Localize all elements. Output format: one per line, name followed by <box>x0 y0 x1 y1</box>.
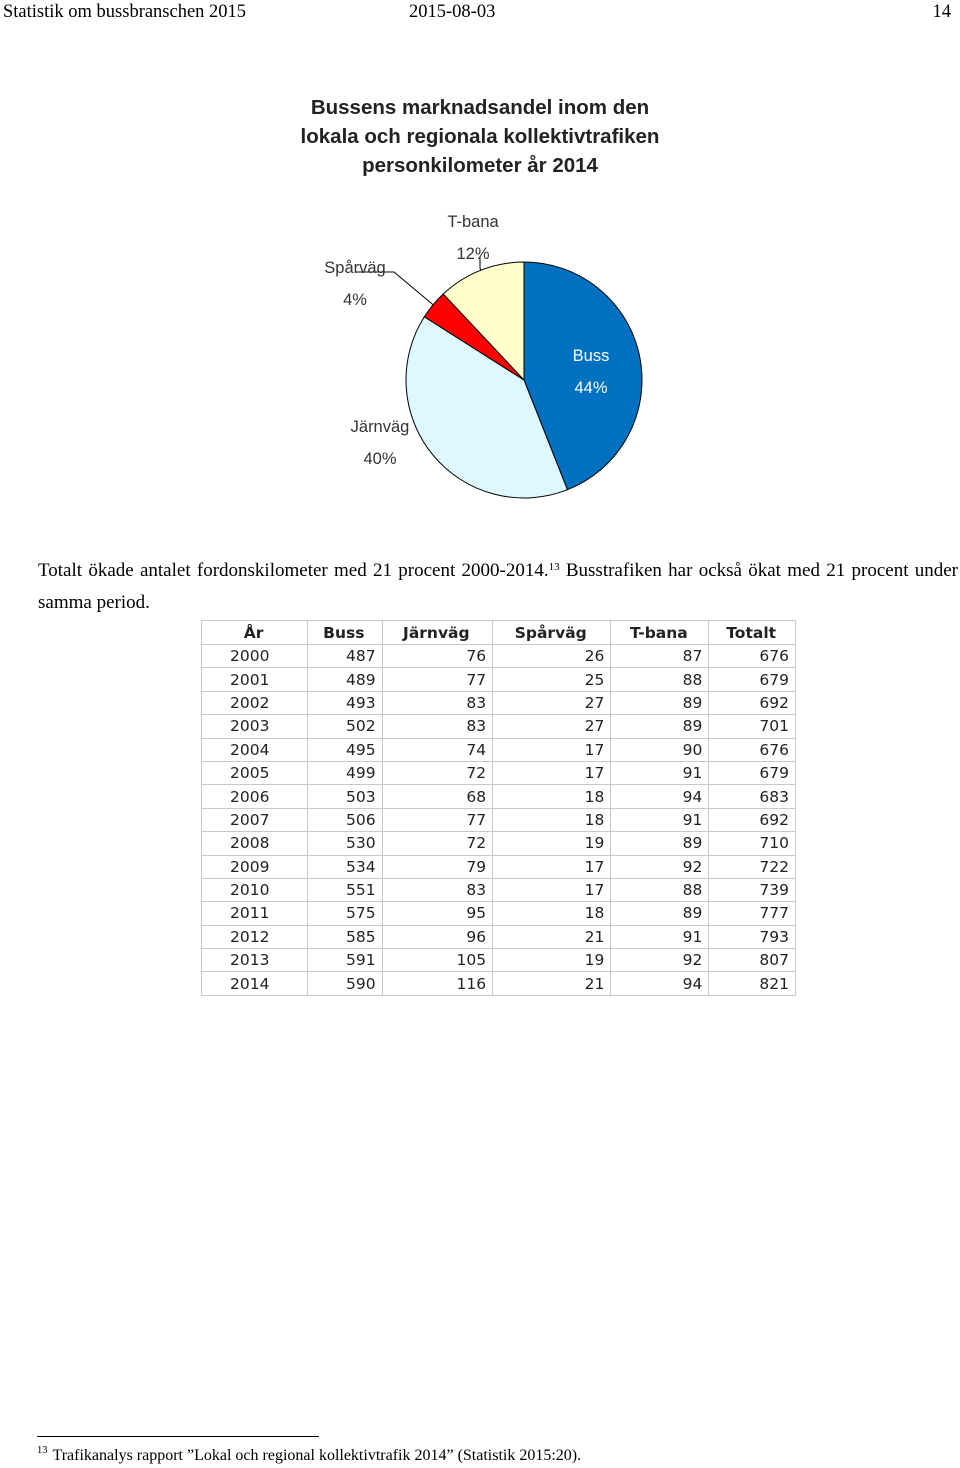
table-cell: 679 <box>709 761 796 784</box>
table-cell-year: 2008 <box>202 832 308 855</box>
pie-label-tbana-value: 12% <box>456 245 490 263</box>
table-cell: 487 <box>308 645 383 668</box>
table-cell: 88 <box>611 878 709 901</box>
table-cell: 495 <box>308 738 383 761</box>
table-row <box>202 645 796 668</box>
table-row <box>202 925 796 948</box>
table-cell: 25 <box>493 668 611 691</box>
table-cell: 96 <box>382 925 493 948</box>
table-cell: 676 <box>709 645 796 668</box>
table-cell: 21 <box>493 972 611 995</box>
table-cell: 87 <box>611 645 709 668</box>
body-paragraph <box>38 551 958 619</box>
table-cell: 692 <box>709 808 796 831</box>
table-row <box>202 668 796 691</box>
pie-label-tbana-name: T-bana <box>447 213 499 231</box>
table-row <box>202 785 796 808</box>
table-row <box>202 832 796 855</box>
table-cell: 83 <box>382 691 493 714</box>
table-row <box>202 878 796 901</box>
chart-title-line-2: lokala och regionala kollektivtrafiken <box>300 125 660 148</box>
table-cell: 19 <box>493 832 611 855</box>
table-cell-year: 2013 <box>202 949 308 972</box>
table-cell: 116 <box>382 972 493 995</box>
table-header-cell: Spårväg <box>493 621 611 645</box>
table-cell: 676 <box>709 738 796 761</box>
table-cell: 21 <box>493 925 611 948</box>
table-cell: 89 <box>611 715 709 738</box>
table-header-cell: Järnväg <box>382 621 493 645</box>
table-cell: 91 <box>611 925 709 948</box>
table-header-cell: T-bana <box>611 621 709 645</box>
table-cell-year: 2001 <box>202 668 308 691</box>
table-cell: 79 <box>382 855 493 878</box>
table-cell: 17 <box>493 855 611 878</box>
table-cell: 18 <box>493 902 611 925</box>
table-cell: 90 <box>611 738 709 761</box>
table-cell: 88 <box>611 668 709 691</box>
header-document-title: Statistik om bussbranschen 2015 <box>3 2 247 22</box>
table-cell: 72 <box>382 832 493 855</box>
table-cell: 575 <box>308 902 383 925</box>
table-cell: 76 <box>382 645 493 668</box>
table-cell: 502 <box>308 715 383 738</box>
table-cell-year: 2014 <box>202 972 308 995</box>
table-cell: 489 <box>308 668 383 691</box>
table-cell: 26 <box>493 645 611 668</box>
table-cell: 679 <box>709 668 796 691</box>
table-row <box>202 715 796 738</box>
table-cell-year: 2012 <box>202 925 308 948</box>
table-cell: 92 <box>611 949 709 972</box>
table-cell: 18 <box>493 785 611 808</box>
table-cell: 551 <box>308 878 383 901</box>
table-cell-year: 2005 <box>202 761 308 784</box>
table-cell: 722 <box>709 855 796 878</box>
table-cell: 534 <box>308 855 383 878</box>
table-cell: 91 <box>611 761 709 784</box>
table-cell-year: 2006 <box>202 785 308 808</box>
page-number: 14 <box>932 2 951 22</box>
table-cell: 89 <box>611 902 709 925</box>
pie-label-jarnvag-name: Järnväg <box>350 418 410 436</box>
table-cell: 83 <box>382 878 493 901</box>
table-cell: 777 <box>709 902 796 925</box>
table-row <box>202 808 796 831</box>
pie-label-buss-name: Buss <box>572 347 610 365</box>
table-cell: 27 <box>493 691 611 714</box>
table-cell: 74 <box>382 738 493 761</box>
data-table <box>201 620 796 996</box>
table-cell: 94 <box>611 785 709 808</box>
table-cell: 17 <box>493 738 611 761</box>
pie-label-jarnvag <box>325 411 435 475</box>
table-cell-year: 2004 <box>202 738 308 761</box>
table-cell: 807 <box>709 949 796 972</box>
table-row <box>202 902 796 925</box>
table-cell: 68 <box>382 785 493 808</box>
table-cell: 94 <box>611 972 709 995</box>
table-cell: 506 <box>308 808 383 831</box>
table-cell: 590 <box>308 972 383 995</box>
table-cell: 701 <box>709 715 796 738</box>
table-header-cell: Buss <box>308 621 383 645</box>
pie-label-buss <box>541 340 641 404</box>
paragraph-text-continued: Busstrafiken har också ökat med 21 procent under samma period. <box>38 560 959 613</box>
table-cell-year: 2002 <box>202 691 308 714</box>
table-cell: 591 <box>308 949 383 972</box>
table-cell: 17 <box>493 878 611 901</box>
table-cell: 530 <box>308 832 383 855</box>
pie-chart <box>0 0 960 540</box>
table-cell: 105 <box>382 949 493 972</box>
table-header-cell: År <box>202 621 308 645</box>
table-cell: 683 <box>709 785 796 808</box>
footnote-reference: 13 <box>548 561 560 573</box>
table-cell: 72 <box>382 761 493 784</box>
table-cell: 710 <box>709 832 796 855</box>
chart-title-line-3: personkilometer år 2014 <box>362 154 598 177</box>
table-cell: 95 <box>382 902 493 925</box>
table-cell: 92 <box>611 855 709 878</box>
paragraph-text: Totalt ökade antalet fordonskilometer med 21 procent 2000-2014. <box>38 560 549 581</box>
table-cell: 27 <box>493 715 611 738</box>
footnote-number: 13 <box>37 1445 48 1456</box>
table-cell: 692 <box>709 691 796 714</box>
footnote <box>37 1445 581 1465</box>
table-cell-year: 2007 <box>202 808 308 831</box>
table-cell: 503 <box>308 785 383 808</box>
table-row <box>202 761 796 784</box>
table-cell: 17 <box>493 761 611 784</box>
table-cell: 585 <box>308 925 383 948</box>
footnote-separator <box>37 1436 319 1437</box>
table-row <box>202 691 796 714</box>
pie-label-sparvag <box>300 252 410 316</box>
table-cell-year: 2010 <box>202 878 308 901</box>
table-cell: 499 <box>308 761 383 784</box>
pie-label-tbana <box>418 206 528 270</box>
table-row <box>202 949 796 972</box>
pie-label-jarnvag-value: 40% <box>363 450 397 468</box>
table-cell-year: 2000 <box>202 645 308 668</box>
table-body <box>202 645 796 996</box>
table-cell-year: 2003 <box>202 715 308 738</box>
table-cell: 77 <box>382 808 493 831</box>
table-cell: 739 <box>709 878 796 901</box>
table-row <box>202 855 796 878</box>
table-cell: 91 <box>611 808 709 831</box>
table-cell: 19 <box>493 949 611 972</box>
table-cell: 77 <box>382 668 493 691</box>
table-header-row <box>202 621 796 645</box>
table-cell: 83 <box>382 715 493 738</box>
pie-label-buss-value: 44% <box>574 379 608 397</box>
header-date: 2015-08-03 <box>409 2 496 22</box>
table-cell: 793 <box>709 925 796 948</box>
table-cell: 18 <box>493 808 611 831</box>
table-row <box>202 972 796 995</box>
table-cell: 493 <box>308 691 383 714</box>
footnote-text: Trafikanalys rapport ”Lokal och regional kollektivtrafik 2014” (Statistik 2015:20). <box>52 1447 582 1464</box>
chart-title-line-1: Bussens marknadsandel inom den <box>310 96 650 119</box>
pie-label-sparvag-name: Spårväg <box>324 259 386 277</box>
table-cell: 89 <box>611 691 709 714</box>
table-cell-year: 2011 <box>202 902 308 925</box>
table-row <box>202 738 796 761</box>
table-cell-year: 2009 <box>202 855 308 878</box>
table-cell: 821 <box>709 972 796 995</box>
pie-label-sparvag-value: 4% <box>343 291 367 309</box>
table-header-cell: Totalt <box>709 621 796 645</box>
table-cell: 89 <box>611 832 709 855</box>
